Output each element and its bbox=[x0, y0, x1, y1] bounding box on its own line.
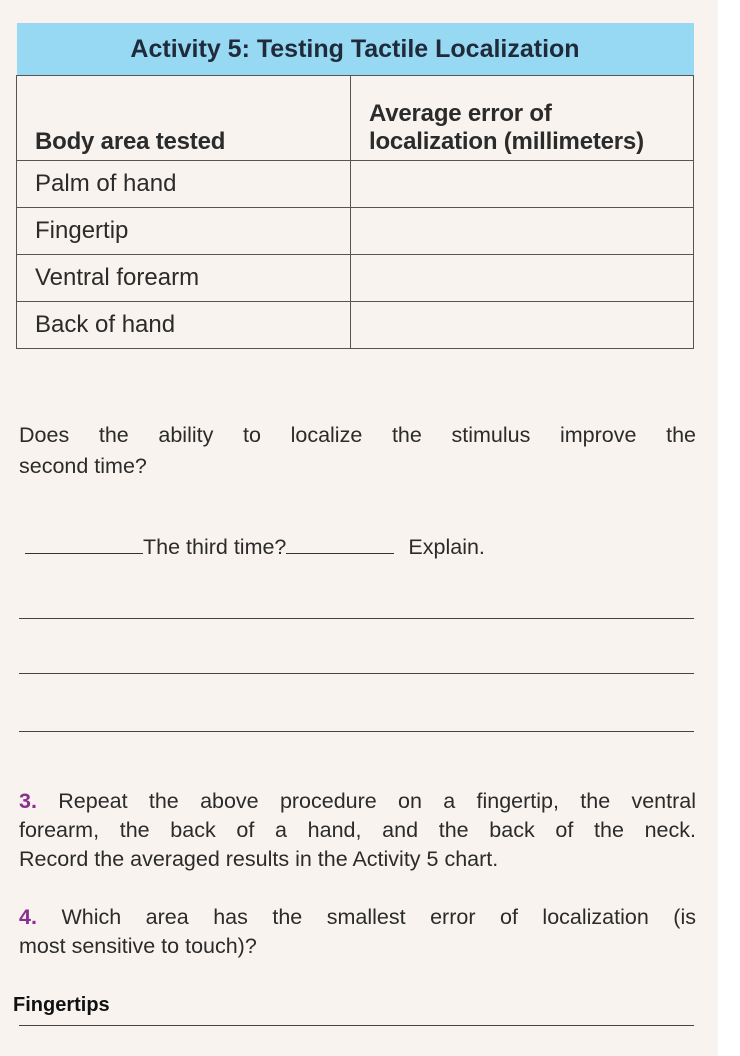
explain-label: Explain. bbox=[408, 535, 485, 559]
header-line-2: localization (millimeters) bbox=[369, 128, 644, 155]
answer-line[interactable] bbox=[19, 1025, 694, 1026]
table-row bbox=[17, 208, 694, 255]
row-error-cell[interactable] bbox=[351, 161, 694, 208]
row-error-cell[interactable] bbox=[351, 302, 694, 349]
table-title: Activity 5: Testing Tactile Localization bbox=[17, 23, 694, 76]
answer-text[interactable]: Fingertips bbox=[13, 994, 110, 1016]
question-improve-line-2: second time? bbox=[19, 454, 147, 478]
step-3 bbox=[19, 787, 696, 874]
step-4-line-2: most sensitive to touch)? bbox=[19, 934, 257, 958]
answer-blank-third[interactable] bbox=[286, 531, 394, 554]
step-4 bbox=[19, 903, 696, 961]
header-line-1: Average error of bbox=[369, 100, 552, 127]
step-3-line-3: Record the averaged results in the Activity 5 chart. bbox=[19, 847, 499, 871]
question-third-time bbox=[19, 531, 696, 563]
step-3-number: 3. bbox=[19, 789, 37, 813]
explain-answer-line-1[interactable] bbox=[19, 618, 694, 619]
table-row bbox=[17, 302, 694, 349]
step-3-line-2: forearm, the back of a hand, and the back of the neck. bbox=[19, 818, 696, 842]
step-4-line-1 bbox=[19, 903, 696, 932]
table-row bbox=[17, 161, 694, 208]
row-area-cell: Ventral forearm bbox=[17, 255, 351, 302]
step-3-line-1 bbox=[19, 787, 696, 816]
table-row bbox=[17, 255, 694, 302]
answer-blank-second[interactable] bbox=[25, 531, 143, 554]
row-error-cell[interactable] bbox=[351, 208, 694, 255]
column-header-average-error bbox=[351, 76, 694, 161]
explain-answer-line-2[interactable] bbox=[19, 673, 694, 674]
step-4-text-1: Which area has the smallest error of localization (is bbox=[61, 905, 696, 929]
column-header-body-area: Body area tested bbox=[17, 76, 351, 161]
step-3-text-1: Repeat the above procedure on a fingertip, the ventral bbox=[58, 789, 696, 813]
row-area-cell: Fingertip bbox=[17, 208, 351, 255]
question-improve bbox=[19, 420, 696, 482]
activity-5-table bbox=[16, 23, 694, 349]
row-area-cell: Back of hand bbox=[17, 302, 351, 349]
third-time-label: The third time? bbox=[143, 535, 287, 559]
explain-answer-line-3[interactable] bbox=[19, 731, 694, 732]
row-error-cell[interactable] bbox=[351, 255, 694, 302]
row-area-cell: Palm of hand bbox=[17, 161, 351, 208]
step-4-number: 4. bbox=[19, 905, 37, 929]
question-improve-line-1: Does the ability to localize the stimulus improve the bbox=[19, 423, 696, 447]
